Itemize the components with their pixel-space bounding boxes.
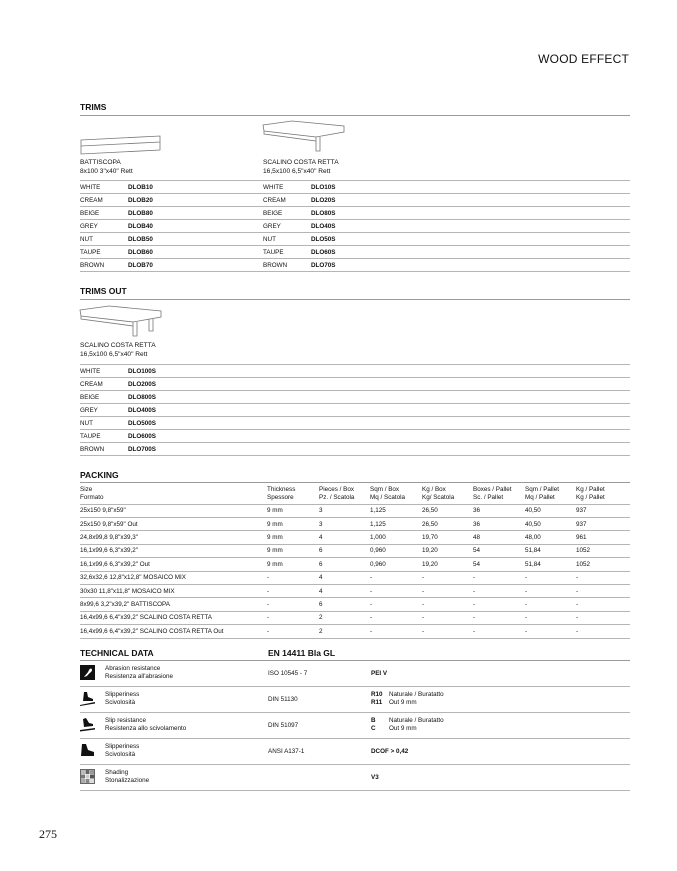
product-code: DLO60S bbox=[311, 246, 630, 259]
technical-value bbox=[371, 691, 444, 707]
value-code: R10 bbox=[371, 691, 383, 698]
table-cell: 24,8x99,8 9,8"x39,3" bbox=[80, 531, 267, 544]
table-cell: 16,4x99,6 6,4"x39,2" SCALINO COSTA RETTA Out bbox=[80, 625, 267, 638]
page-number: 275 bbox=[39, 827, 57, 841]
color-name: WHITE bbox=[263, 181, 311, 194]
table-cell: - bbox=[422, 625, 473, 638]
technical-value bbox=[371, 717, 444, 733]
table-cell: - bbox=[576, 611, 630, 624]
header-en: Kg / Box bbox=[422, 486, 446, 493]
shading-icon bbox=[80, 769, 95, 784]
battiscopa-codes-table bbox=[80, 180, 263, 272]
battiscopa-label bbox=[80, 159, 133, 176]
value-code: R11 bbox=[371, 699, 383, 706]
table-cell: - bbox=[370, 611, 422, 624]
header-en: Size bbox=[80, 486, 93, 493]
product-code: DLOB10 bbox=[128, 181, 263, 194]
value-desc: Out 9 mm bbox=[389, 699, 417, 706]
abrasion-icon bbox=[80, 665, 95, 680]
table-row bbox=[80, 391, 630, 404]
table-cell: 40,50 bbox=[525, 504, 576, 517]
table-row bbox=[80, 194, 263, 207]
product-code: DLO600S bbox=[128, 430, 630, 443]
color-name: TAUPE bbox=[263, 246, 311, 259]
product-code: DLO200S bbox=[128, 378, 630, 391]
section-title-trims: TRIMS bbox=[80, 102, 107, 112]
header-it: Kg/ Scatola bbox=[422, 493, 455, 501]
table-cell: - bbox=[267, 611, 319, 624]
table-cell: - bbox=[422, 598, 473, 611]
table-cell: - bbox=[422, 571, 473, 584]
table-cell: 48,00 bbox=[525, 531, 576, 544]
table-cell: 36 bbox=[473, 517, 525, 530]
header-it: Sc. / Pallet bbox=[473, 493, 504, 501]
technical-row bbox=[80, 687, 630, 713]
packing-table bbox=[80, 486, 630, 639]
battiscopa-drawing bbox=[80, 135, 162, 157]
table-row bbox=[80, 404, 630, 417]
table-row bbox=[80, 259, 263, 272]
table-cell: 1052 bbox=[576, 558, 630, 571]
column-header bbox=[525, 486, 576, 504]
table-cell: 3 bbox=[319, 517, 370, 530]
table-cell: 6 bbox=[319, 544, 370, 557]
technical-row bbox=[80, 765, 630, 791]
product-code: DLOB80 bbox=[128, 207, 263, 220]
table-cell: - bbox=[267, 571, 319, 584]
color-name: BEIGE bbox=[263, 207, 311, 220]
table-row bbox=[80, 517, 630, 530]
table-row bbox=[80, 181, 263, 194]
scalino-size: 16,5x100 6,5"x40" Rett bbox=[263, 167, 331, 175]
scalino-drawing bbox=[262, 120, 346, 154]
technical-row bbox=[80, 713, 630, 739]
table-row bbox=[263, 207, 630, 220]
table-cell: 54 bbox=[473, 558, 525, 571]
product-code: DLOB50 bbox=[128, 233, 263, 246]
table-row bbox=[80, 531, 630, 544]
table-cell: - bbox=[525, 611, 576, 624]
label-it: Stonalizzazione bbox=[105, 777, 150, 784]
technical-label bbox=[105, 691, 139, 707]
technical-label bbox=[105, 665, 173, 681]
table-row bbox=[80, 378, 630, 391]
column-header bbox=[576, 486, 630, 504]
table-cell: - bbox=[370, 571, 422, 584]
header-it: Kg / Pallet bbox=[576, 493, 605, 501]
value-code: C bbox=[371, 725, 376, 732]
value-desc: Naturale / Buratatto bbox=[389, 691, 444, 698]
table-cell: 40,50 bbox=[525, 517, 576, 530]
table-cell: - bbox=[525, 625, 576, 638]
product-code: DLO80S bbox=[311, 207, 630, 220]
section-title-packing: PACKING bbox=[80, 470, 119, 480]
label-en: Abrasion resistance bbox=[105, 665, 161, 672]
technical-label bbox=[105, 717, 186, 733]
technical-value bbox=[371, 774, 379, 782]
product-code: DLOB60 bbox=[128, 246, 263, 259]
color-name: GREY bbox=[80, 404, 128, 417]
scalino-label bbox=[263, 159, 339, 176]
table-cell: - bbox=[525, 571, 576, 584]
label-en: Shading bbox=[105, 769, 129, 776]
slipperiness-icon bbox=[80, 691, 95, 706]
table-cell: 9 mm bbox=[267, 531, 319, 544]
slipperiness-ansi-icon bbox=[80, 743, 95, 758]
table-cell: 0,960 bbox=[370, 558, 422, 571]
color-name: NUT bbox=[80, 417, 128, 430]
color-name: NUT bbox=[263, 233, 311, 246]
header-it: Mq / Pallet bbox=[525, 493, 555, 501]
product-code: DLO40S bbox=[311, 220, 630, 233]
table-cell: 16,1x99,6 6,3"x39,2" Out bbox=[80, 558, 267, 571]
trims-out-codes-table bbox=[80, 364, 630, 456]
product-code: DLO700S bbox=[128, 443, 630, 456]
value-desc: Out 9 mm bbox=[389, 725, 417, 732]
product-code: DLO500S bbox=[128, 417, 630, 430]
table-cell: 1,125 bbox=[370, 517, 422, 530]
table-row bbox=[80, 443, 630, 456]
table-cell: 25x150 9,8"x59" Out bbox=[80, 517, 267, 530]
product-code: DLO800S bbox=[128, 391, 630, 404]
table-cell: - bbox=[473, 571, 525, 584]
table-cell: 19,20 bbox=[422, 558, 473, 571]
technical-row bbox=[80, 661, 630, 687]
table-cell: - bbox=[473, 625, 525, 638]
color-name: GREY bbox=[263, 220, 311, 233]
table-cell: 9 mm bbox=[267, 558, 319, 571]
packing-table-body bbox=[80, 504, 630, 638]
table-cell: 54 bbox=[473, 544, 525, 557]
table-cell: 9 mm bbox=[267, 504, 319, 517]
header-en: Sqm / Pallet bbox=[525, 486, 559, 493]
table-cell: 4 bbox=[319, 531, 370, 544]
label-it: Resistenza all'abrasione bbox=[105, 673, 174, 680]
value-main: V3 bbox=[371, 774, 379, 781]
column-header bbox=[319, 486, 370, 504]
table-row bbox=[80, 558, 630, 571]
color-name: NUT bbox=[80, 233, 128, 246]
table-cell: - bbox=[370, 625, 422, 638]
value-main: PEI V bbox=[371, 670, 388, 677]
label-en: Slipperiness bbox=[105, 743, 140, 750]
column-header bbox=[267, 486, 319, 504]
color-name: BROWN bbox=[263, 259, 311, 272]
table-cell: 2 bbox=[319, 625, 370, 638]
table-row bbox=[80, 207, 263, 220]
color-name: TAUPE bbox=[80, 430, 128, 443]
table-row bbox=[80, 430, 630, 443]
table-cell: 9 mm bbox=[267, 517, 319, 530]
table-cell: 36 bbox=[473, 504, 525, 517]
table-row bbox=[80, 544, 630, 557]
column-header bbox=[370, 486, 422, 504]
label-it: Scivolosità bbox=[105, 751, 136, 758]
header-en: Sqm / Box bbox=[370, 486, 400, 493]
technical-standard: ISO 10545 - 7 bbox=[268, 670, 308, 677]
technical-label bbox=[105, 769, 149, 785]
page-header-title: WOOD EFFECT bbox=[538, 52, 629, 66]
label-en: Slipperiness bbox=[105, 691, 140, 698]
label-en: Slip resistance bbox=[105, 717, 146, 724]
table-cell: 16,1x99,6 6,3"x39,2" bbox=[80, 544, 267, 557]
battiscopa-size: 8x100 3"x40" Rett bbox=[80, 167, 133, 175]
table-row bbox=[263, 181, 630, 194]
header-en: Pieces / Box bbox=[319, 486, 354, 493]
slip-resistance-icon bbox=[80, 717, 95, 732]
scalino-out-name: SCALINO COSTA RETTA bbox=[80, 342, 156, 349]
product-code: DLO20S bbox=[311, 194, 630, 207]
product-code: DLOB20 bbox=[128, 194, 263, 207]
table-row bbox=[80, 598, 630, 611]
table-cell: - bbox=[267, 598, 319, 611]
table-cell: 8x99,6 3,2"x39,2" BATTISCOPA bbox=[80, 598, 267, 611]
table-cell: 19,70 bbox=[422, 531, 473, 544]
table-cell: 16,4x99,6 6,4"x39,2" SCALINO COSTA RETTA bbox=[80, 611, 267, 624]
table-cell: 4 bbox=[319, 584, 370, 597]
label-it: Resistenza allo scivolamento bbox=[105, 725, 187, 732]
table-cell: - bbox=[267, 625, 319, 638]
value-code: B bbox=[371, 717, 376, 724]
table-row bbox=[80, 220, 263, 233]
table-cell: 6 bbox=[319, 598, 370, 611]
header-en: Boxes / Pallet bbox=[473, 486, 512, 493]
table-cell: - bbox=[422, 584, 473, 597]
header-it: Spessore bbox=[267, 493, 294, 501]
table-row bbox=[80, 233, 263, 246]
product-code: DLOB70 bbox=[128, 259, 263, 272]
table-row bbox=[263, 194, 630, 207]
table-cell: 2 bbox=[319, 611, 370, 624]
section-divider bbox=[80, 299, 630, 300]
section-title-technical-data: TECHNICAL DATA bbox=[80, 648, 154, 658]
header-en: Kg / Pallet bbox=[576, 486, 605, 493]
table-cell: - bbox=[525, 598, 576, 611]
table-row bbox=[80, 246, 263, 259]
technical-norm: EN 14411 Bla GL bbox=[268, 648, 336, 658]
column-header bbox=[80, 486, 267, 504]
color-name: BEIGE bbox=[80, 207, 128, 220]
color-name: WHITE bbox=[80, 181, 128, 194]
scalino-out-size: 16,5x100 6,5"x40" Rett bbox=[80, 350, 148, 358]
section-divider bbox=[80, 115, 630, 116]
table-cell: 3 bbox=[319, 504, 370, 517]
battiscopa-name: BATTISCOPA bbox=[80, 159, 121, 166]
table-cell: - bbox=[267, 584, 319, 597]
value-main: DCOF > 0,42 bbox=[371, 748, 409, 755]
table-cell: - bbox=[525, 584, 576, 597]
table-cell: 19,20 bbox=[422, 544, 473, 557]
table-cell: 937 bbox=[576, 517, 630, 530]
color-name: BEIGE bbox=[80, 391, 128, 404]
table-row bbox=[80, 504, 630, 517]
technical-label bbox=[105, 743, 139, 759]
table-cell: 1052 bbox=[576, 544, 630, 557]
packing-table-wrapper bbox=[80, 486, 630, 639]
table-row bbox=[80, 417, 630, 430]
color-name: BROWN bbox=[80, 443, 128, 456]
color-name: WHITE bbox=[80, 365, 128, 378]
technical-data-list bbox=[80, 661, 630, 791]
table-cell: - bbox=[576, 598, 630, 611]
color-name: GREY bbox=[80, 220, 128, 233]
table-row bbox=[80, 611, 630, 624]
table-row bbox=[263, 246, 630, 259]
table-cell: - bbox=[370, 598, 422, 611]
product-code: DLO400S bbox=[128, 404, 630, 417]
table-cell: 51,84 bbox=[525, 544, 576, 557]
table-cell: 32,6x32,6 12,8"x12,8" MOSAICO MIX bbox=[80, 571, 267, 584]
table-cell: - bbox=[473, 611, 525, 624]
header-en: Thickness bbox=[267, 486, 296, 493]
technical-value bbox=[371, 670, 387, 678]
table-row bbox=[263, 233, 630, 246]
header-it: Mq / Scatola bbox=[370, 493, 405, 501]
table-cell: - bbox=[576, 571, 630, 584]
table-cell: 1,125 bbox=[370, 504, 422, 517]
scalino-codes-table bbox=[263, 180, 630, 272]
table-cell: 6 bbox=[319, 558, 370, 571]
table-cell: - bbox=[576, 625, 630, 638]
table-cell: 1,000 bbox=[370, 531, 422, 544]
table-cell: - bbox=[370, 584, 422, 597]
scalino-out-drawing bbox=[79, 305, 163, 339]
table-row bbox=[80, 584, 630, 597]
color-name: TAUPE bbox=[80, 246, 128, 259]
table-cell: 30x30 11,8"x11,8" MOSAICO MIX bbox=[80, 584, 267, 597]
table-row bbox=[80, 571, 630, 584]
technical-value bbox=[371, 748, 408, 756]
technical-standard: ANSI A137-1 bbox=[268, 748, 305, 755]
table-cell: 25x150 9,8"x59" bbox=[80, 504, 267, 517]
column-header bbox=[473, 486, 525, 504]
label-it: Scivolosità bbox=[105, 699, 136, 706]
table-cell: 937 bbox=[576, 504, 630, 517]
technical-row bbox=[80, 739, 630, 765]
technical-standard: DIN 51097 bbox=[268, 722, 299, 729]
table-cell: - bbox=[422, 611, 473, 624]
technical-standard: DIN 51130 bbox=[268, 696, 298, 703]
scalino-name: SCALINO COSTA RETTA bbox=[263, 159, 339, 166]
scalino-out-label bbox=[80, 342, 156, 359]
table-cell: 48 bbox=[473, 531, 525, 544]
table-cell: 26,50 bbox=[422, 504, 473, 517]
table-row bbox=[263, 220, 630, 233]
column-header bbox=[422, 486, 473, 504]
table-cell: 0,960 bbox=[370, 544, 422, 557]
product-code: DLO10S bbox=[311, 181, 630, 194]
section-divider bbox=[80, 482, 630, 483]
color-name: CREAM bbox=[80, 194, 128, 207]
table-cell: 26,50 bbox=[422, 517, 473, 530]
product-code: DLO100S bbox=[128, 365, 630, 378]
table-cell: 4 bbox=[319, 571, 370, 584]
table-row bbox=[80, 365, 630, 378]
header-it: Formato bbox=[80, 493, 104, 501]
header-it: Pz. / Scatola bbox=[319, 493, 355, 501]
color-name: CREAM bbox=[80, 378, 128, 391]
product-code: DLO50S bbox=[311, 233, 630, 246]
product-code: DLO70S bbox=[311, 259, 630, 272]
table-row bbox=[263, 259, 630, 272]
table-row bbox=[80, 625, 630, 638]
table-cell: - bbox=[473, 584, 525, 597]
table-cell: - bbox=[473, 598, 525, 611]
color-name: CREAM bbox=[263, 194, 311, 207]
color-name: BROWN bbox=[80, 259, 128, 272]
table-cell: 9 mm bbox=[267, 544, 319, 557]
table-cell: 961 bbox=[576, 531, 630, 544]
table-cell: 51,84 bbox=[525, 558, 576, 571]
table-cell: - bbox=[576, 584, 630, 597]
value-desc: Naturale / Buratatto bbox=[389, 717, 444, 724]
product-code: DLOB40 bbox=[128, 220, 263, 233]
table-header-row bbox=[80, 486, 630, 504]
section-title-trims-out: TRIMS OUT bbox=[80, 286, 127, 296]
